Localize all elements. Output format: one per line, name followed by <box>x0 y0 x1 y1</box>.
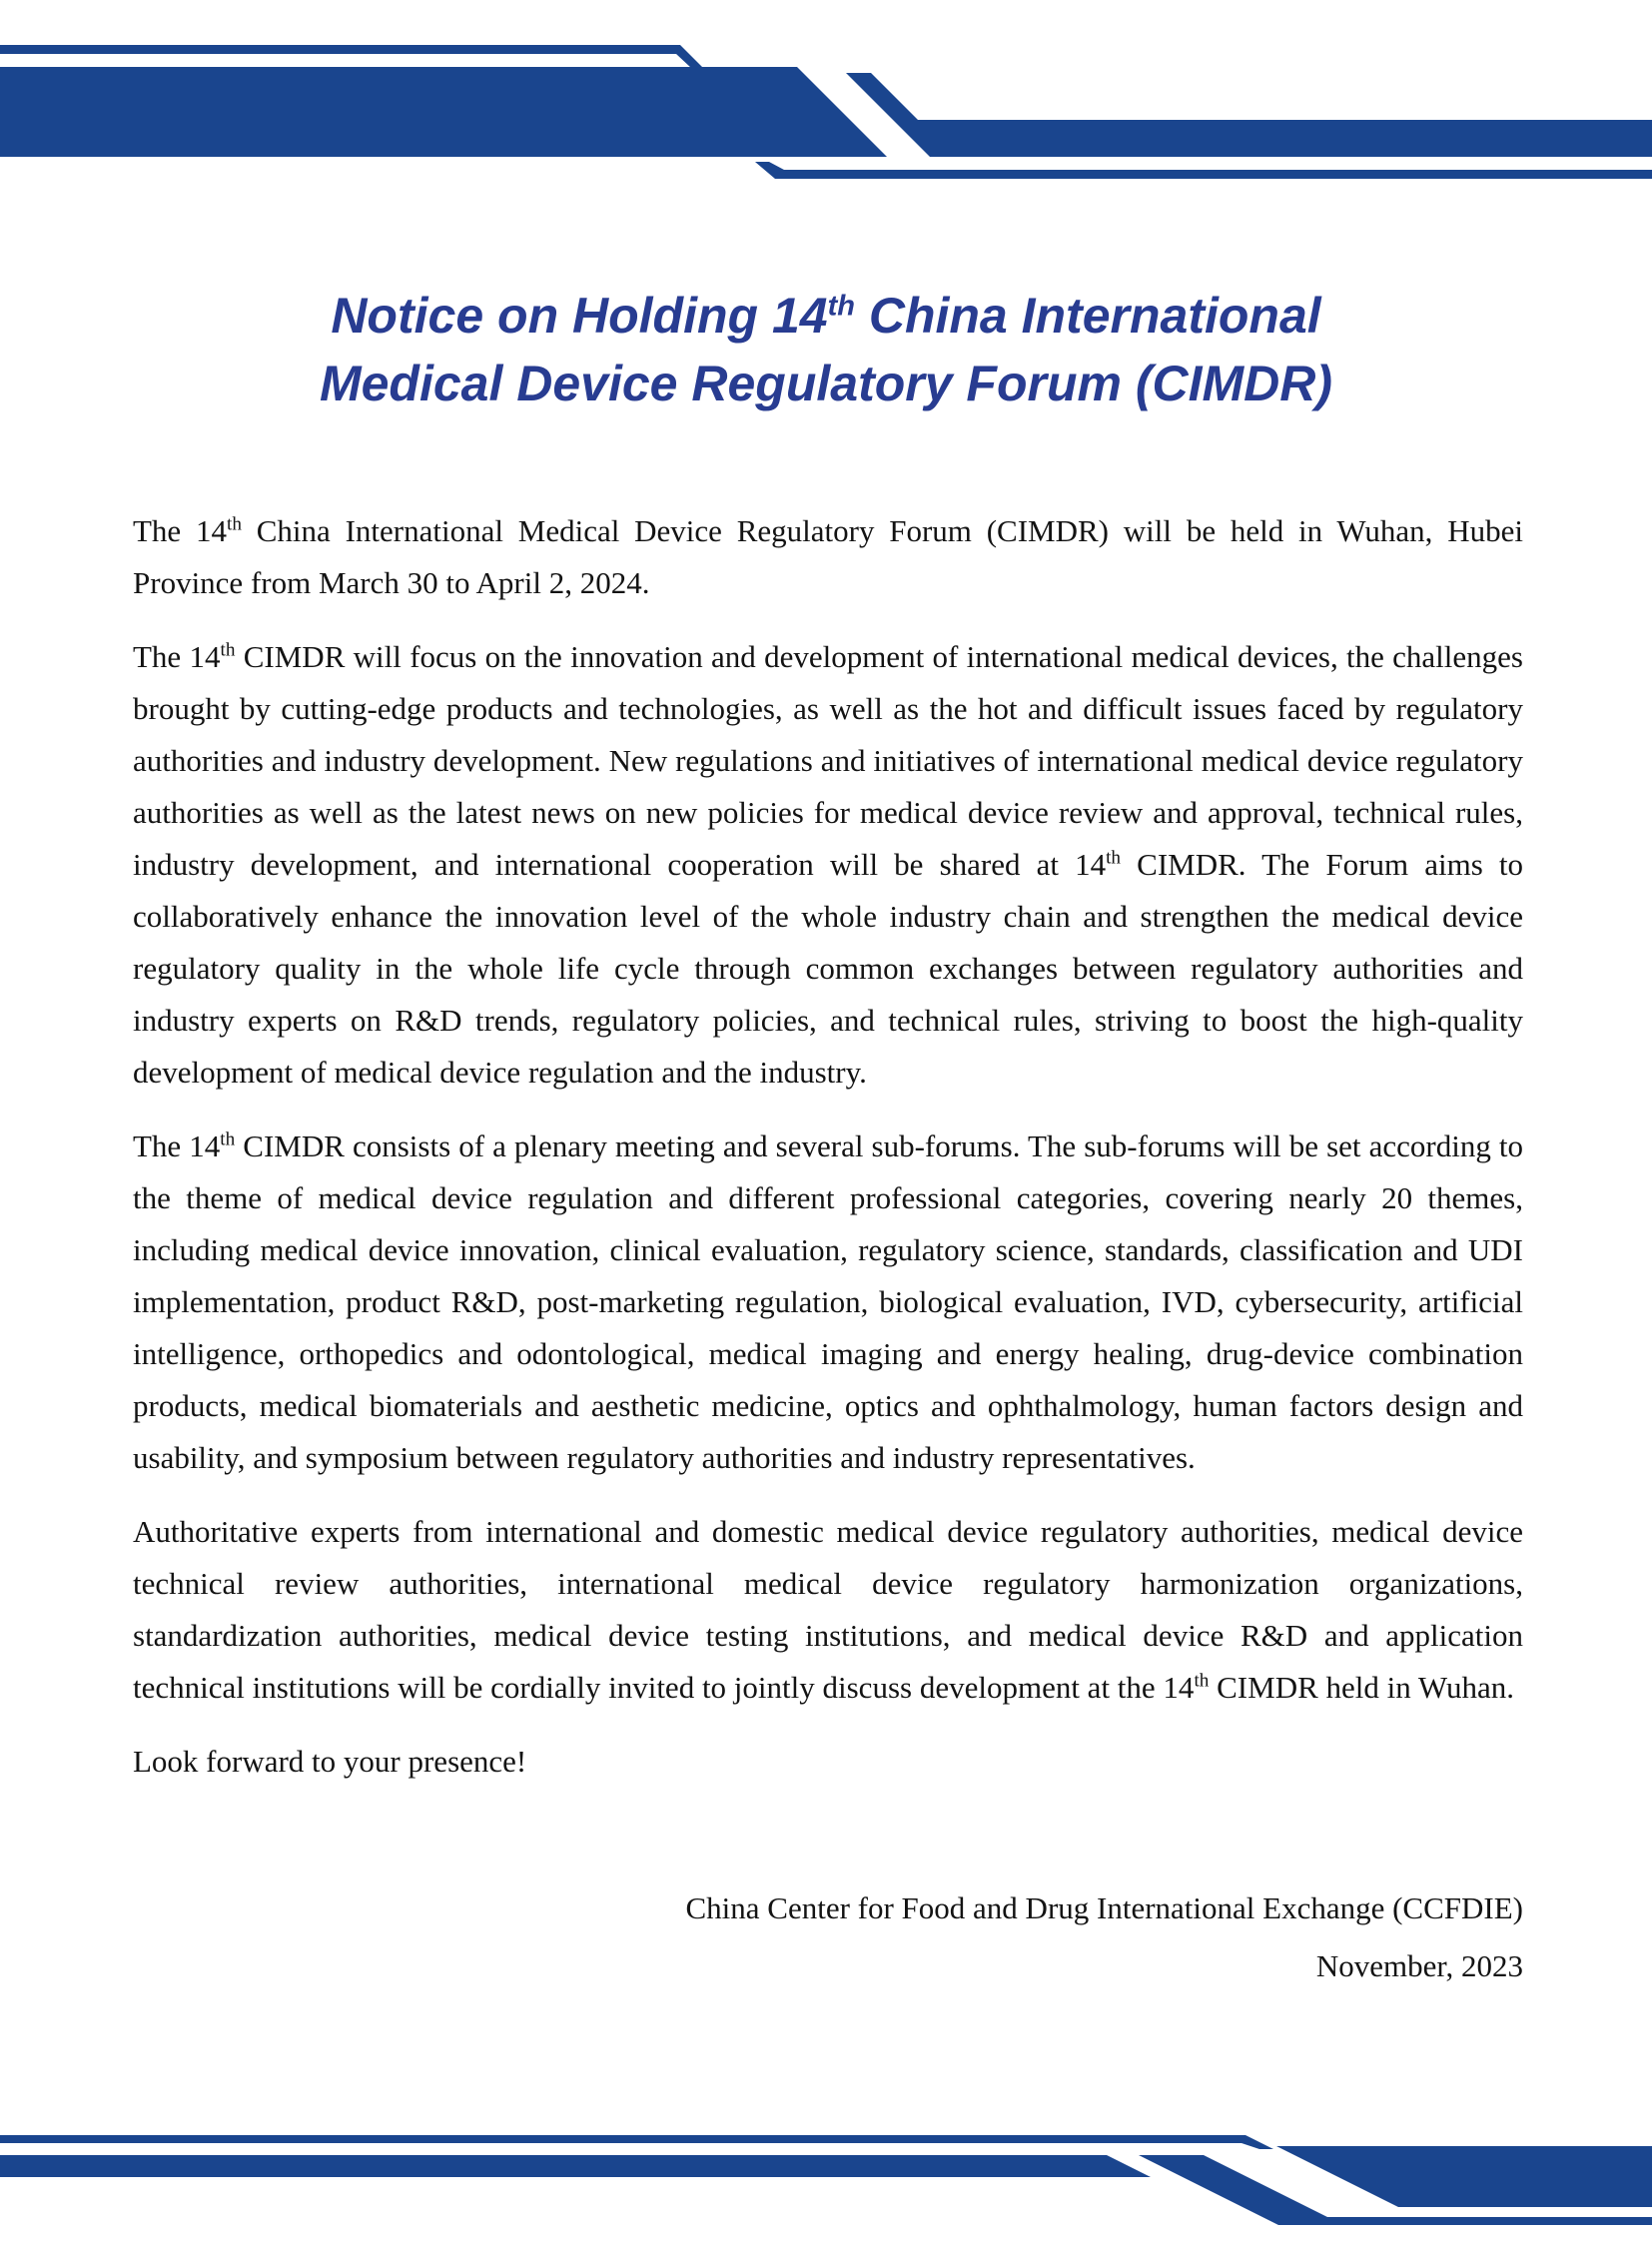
title-line-2: Medical Device Regulatory Forum (CIMDR) <box>319 356 1333 411</box>
body-paragraphs <box>133 505 1523 1788</box>
document-body <box>133 505 1523 1995</box>
paragraph: Authoritative experts from international and domestic medical device regulatory authorities, medical device technical review authorities, international medical device regulatory harmonization organizations, standardization authorities, medical device testing institutions, and medical device R&D and application technical institutions will be cordially invited to jointly discuss development at the 14th CIMDR held in Wuhan. <box>133 1514 1523 1705</box>
header-main-band <box>0 67 887 157</box>
paragraph: The 14th China International Medical Device Regulatory Forum (CIMDR) will be held in Wuhan, Hubei Province from March 30 to April 2, 2024. <box>133 513 1523 600</box>
signature-date: November, 2023 <box>1315 1948 1523 1983</box>
paragraph: The 14th CIMDR will focus on the innovation and development of international medical devices, the challenges brought by cutting-edge products and technologies, as well as the hot and difficult issues faced by regulatory authorities and industry development. New regulations and initiatives of international medical device regulatory authorities as well as the latest news on new policies for medical device review and approval, technical rules, industry development, and international cooperation will be shared at 14th CIMDR. The Forum aims to collaboratively enhance the innovation level of the whole industry chain and strengthen the medical device regulatory quality in the whole life cycle through common exchanges between regulatory authorities and industry experts on R&D trends, regulatory policies, and technical rules, striving to boost the high-quality development of medical device regulation and the industry. <box>133 639 1523 1090</box>
footer-ribbon-decoration <box>0 2117 1652 2242</box>
header-bottom-line <box>755 162 1652 179</box>
document-title <box>0 282 1652 417</box>
header-right-band <box>846 73 1652 157</box>
footer-thin-line <box>0 2135 1273 2149</box>
header-thin-line <box>0 45 703 68</box>
paragraph: The 14th CIMDR consists of a plenary meeting and several sub-forums. The sub-forums will be set according to the theme of medical device regulation and different professional categories, covering nearly 20 themes, including medical device innovation, clinical evaluation, regulatory science, standards, classification and UDI implementation, product R&D, post-marketing regulation, biological evaluation, IVD, cybersecurity, artificial intelligence, orthopedics and odontological, medical imaging and energy healing, drug-device combination products, medical biomaterials and aesthetic medicine, optics and ophthalmology, human factors design and usability, and symposium between regulatory authorities and industry representatives. <box>133 1128 1523 1475</box>
footer-right-parallelogram <box>1276 2146 1652 2207</box>
title-line-1: Notice on Holding 14th China International <box>331 288 1321 344</box>
signature-block <box>133 1879 1523 1995</box>
paragraph: Look forward to your presence! <box>133 1744 527 1779</box>
header-ribbon-decoration <box>0 0 1652 200</box>
signature-org: China Center for Food and Drug International Exchange (CCFDIE) <box>685 1890 1523 1925</box>
footer-main-band <box>0 2155 1151 2177</box>
